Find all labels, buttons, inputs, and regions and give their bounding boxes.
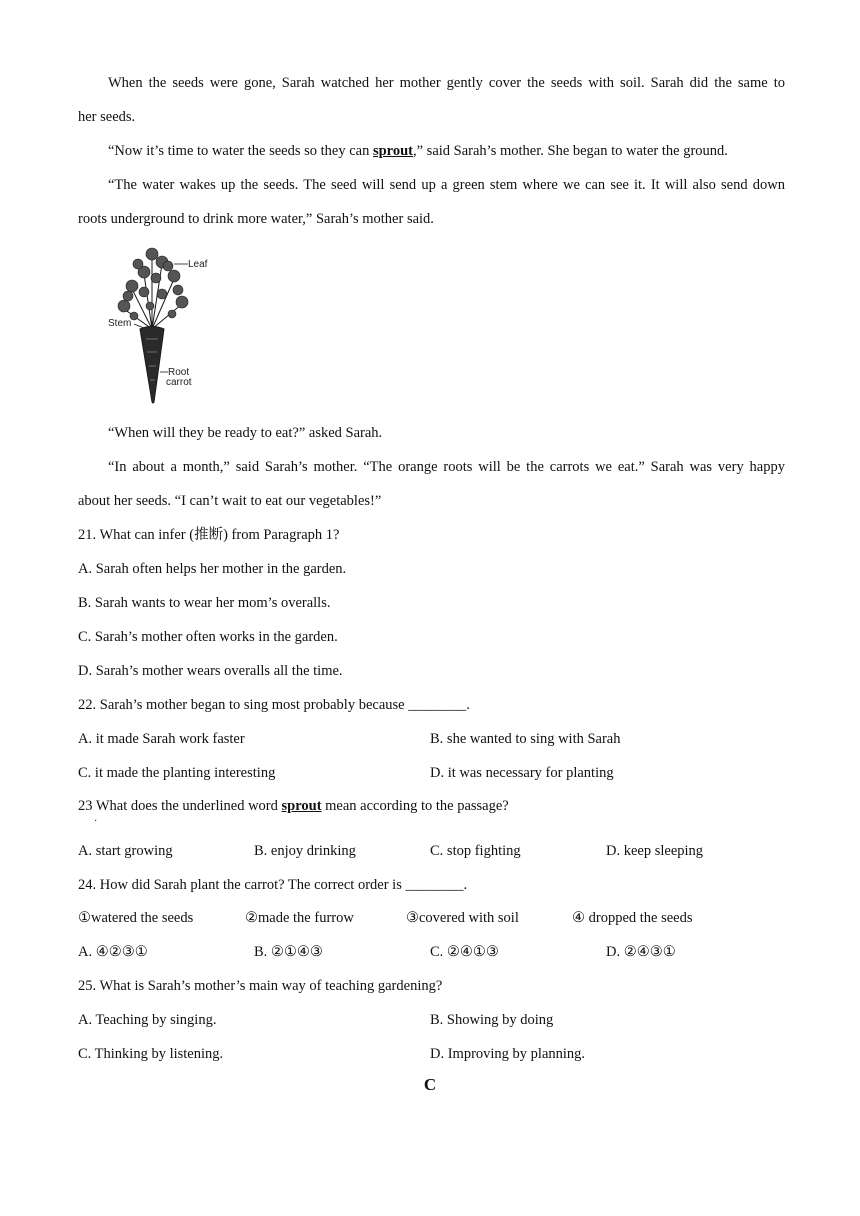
question-24-stem: 24. How did Sarah plant the carrot? The correct order is ________. <box>78 877 468 893</box>
paragraph-2-text-before: “Now it’s time to water the seeds so they can <box>108 143 373 159</box>
question-25-stem: 25. What is Sarah’s mother’s main way of teaching gardening? <box>78 978 443 994</box>
question-23-keyword-sprout: sprout <box>281 798 322 814</box>
question-25-row-2 <box>78 1044 785 1064</box>
question-23-option-d: D. keep sleeping <box>606 843 704 859</box>
question-23-option-b: B. enjoy drinking <box>254 843 356 859</box>
paragraph-1-line-2: her seeds. <box>78 109 136 125</box>
question-23-option-c: C. stop fighting <box>430 843 521 859</box>
question-24-step-2: ②made the furrow <box>245 910 354 926</box>
question-25-row-1 <box>78 1010 785 1030</box>
paragraph-3-line-2: roots underground to drink more water,” Sarah’s mother said. <box>78 211 434 227</box>
question-23-dot: · <box>94 816 98 827</box>
question-21-option-a: A. Sarah often helps her mother in the garden. <box>78 561 347 577</box>
question-21-stem: 21. What can infer (推断) from Paragraph 1? <box>78 527 340 543</box>
question-24-option-a: A. ④②③① <box>78 944 148 960</box>
question-23-stem <box>78 796 785 816</box>
question-22-row-1 <box>78 729 785 749</box>
question-22-option-d: D. it was necessary for planting <box>430 765 614 781</box>
carrot-root-icon <box>140 327 164 404</box>
paragraph-2 <box>108 141 785 161</box>
question-22-option-a: A. it made Sarah work faster <box>78 731 245 747</box>
question-25-option-a: A. Teaching by singing. <box>78 1012 217 1028</box>
paragraph-1-line-1: When the seeds were gone, Sarah watched her mother gently cover the seeds with soil. Sarah did the same to <box>108 75 785 91</box>
question-21-option-b: B. Sarah wants to wear her mom’s overalls. <box>78 595 331 611</box>
question-21-option-d: D. Sarah’s mother wears overalls all the time. <box>78 663 343 679</box>
question-21-option-c: C. Sarah’s mother often works in the garden. <box>78 629 338 645</box>
carrot-leaves-icon <box>118 248 188 329</box>
carrot-diagram <box>104 244 214 406</box>
question-24-option-b: B. ②①④③ <box>254 944 323 960</box>
question-23-text-after: mean according to the passage? <box>321 798 509 814</box>
question-24-step-1: ①watered the seeds <box>78 910 194 926</box>
paragraph-3-line-1: “The water wakes up the seeds. The seed will send up a green stem where we can see it. It will also send down <box>108 177 785 193</box>
question-24-option-d: D. ②④③① <box>606 944 676 960</box>
paragraph-2-text-after: ,” said Sarah’s mother. She began to water the ground. <box>413 143 728 159</box>
question-23-option-a: A. start growing <box>78 843 173 859</box>
label-stem: Stem <box>108 318 132 329</box>
paragraph-5-line-2: about her seeds. “I can’t wait to eat our vegetables!” <box>78 493 382 509</box>
label-carrot: carrot <box>166 377 192 388</box>
question-25-option-b: B. Showing by doing <box>430 1012 554 1028</box>
question-25-option-d: D. Improving by planning. <box>430 1046 586 1062</box>
label-root: Root <box>168 367 190 378</box>
keyword-sprout: sprout <box>372 143 413 159</box>
question-22-stem: 22. Sarah’s mother began to sing most probably because ________. <box>78 697 470 713</box>
question-22-option-b: B. she wanted to sing with Sarah <box>430 731 621 747</box>
question-22-row-2 <box>78 763 785 783</box>
question-24-option-c: C. ②④①③ <box>430 944 499 960</box>
paragraph-4: “When will they be ready to eat?” asked Sarah. <box>108 425 383 441</box>
question-23-text-before: 23 What does the underlined word <box>78 798 282 814</box>
question-22-option-c: C. it made the planting interesting <box>78 765 276 781</box>
question-24-step-3: ③covered with soil <box>406 910 519 926</box>
paragraph-5-line-1: “In about a month,” said Sarah’s mother. “The orange roots will be the carrots we eat.” Sarah was very happy <box>108 459 785 475</box>
question-24-step-4: ④ dropped the seeds <box>572 910 693 926</box>
question-25-option-c: C. Thinking by listening. <box>78 1046 224 1062</box>
label-leaf: Leaf <box>188 259 208 270</box>
section-heading-c: C <box>423 1075 437 1094</box>
